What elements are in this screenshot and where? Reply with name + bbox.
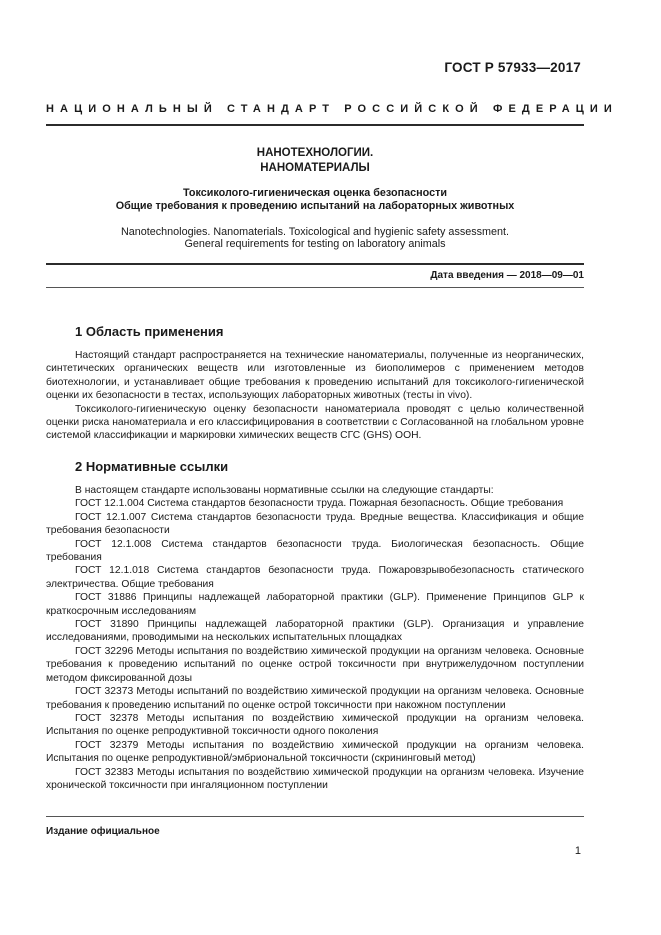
section-1-heading: 1 Область применения [75,324,224,339]
section-1-body [46,349,584,443]
section-1-paragraph-1: Настоящий стандарт распространяется на технические наноматериалы, полученные из неорганических, синтетических органических веществ или изготовленные из биополимеров с применением методов биотехнологии, и устанавливает общие требования к проведению испытаний для токсиколого-гигиенической оценки их безопасности в тестах, использующих лабораторных животных (тесты in vivo). [46,350,584,402]
section-2-heading: 2 Нормативные ссылки [75,459,229,474]
footer-rule [46,816,584,817]
subtitle-line-2: Общие требования к проведению испытаний на лабораторных животных [115,200,515,212]
official-edition-label: Издание официальное [46,826,160,837]
reference-item: ГОСТ 31886 Принципы надлежащей лабораторной практики (GLP). Применение Принципов GLP к краткосрочным исследованиям [46,592,584,617]
section-1-paragraph-2: Токсиколого-гигиеническую оценку безопасности наноматериала проводят с целью количественной оценки риска наноматериала и его классифицирования в соответствии с Согласованной на глобальном уровне системой классификации и маркировки химических веществ СГС (GHS) ООН. [46,403,584,442]
section-2-body [46,484,584,792]
reference-item: ГОСТ 32379 Методы испытания по воздействию химической продукции на организм человека. Испытания по оценке репродуктивной/эмбриональной токсичности (скрининговый метод) [46,739,584,765]
reference-item: ГОСТ 12.1.007 Система стандартов безопасности труда. Вредные вещества. Классификация и общие требования безопасности [46,511,584,537]
national-standard-banner: НАЦИОНАЛЬНЫЙ СТАНДАРТ РОССИЙСКОЙ ФЕДЕРАЦИИ [46,103,618,115]
reference-item: ГОСТ 32378 Методы испытания по воздействию химической продукции на организм человека. Испытания по оценке репродуктивной токсичности одного поколения [46,712,584,738]
header-rule [46,124,584,126]
reference-item: ГОСТ 31890 Принципы надлежащей лабораторной практики (GLP). Организация и управление исследованиями, проводимыми на нескольких испытательных площадках [46,619,584,644]
reference-item: ГОСТ 32296 Методы испытания по воздействию химической продукции на организм человека. Основные требования к проведению испытаний по оценке острой токсичности при внутрижелудочном поступлении методом фиксированной дозы [46,645,584,684]
document-code: ГОСТ Р 57933—2017 [444,60,581,75]
effective-date: Дата введения — 2018—09—01 [430,270,584,281]
title-line-2: НАНОМАТЕРИАЛЫ [260,162,370,174]
english-title [46,226,584,250]
reference-item: ГОСТ 12.1.018 Система стандартов безопасности труда. Пожаровзрывобезопасность статического электричества. Общие требования [46,565,584,590]
reference-item: ГОСТ 12.1.004 Система стандартов безопасности труда. Пожарная безопасность. Общие требования [75,498,564,510]
english-line-2: General requirements for testing on laboratory animals [184,238,446,250]
subtitle-line-1: Токсиколого-гигиеническая оценка безопасности [182,187,448,199]
page-number: 1 [574,845,581,857]
title-line-1: НАНОТЕХНОЛОГИИ. [256,147,374,159]
title-rule [46,263,584,265]
reference-item: ГОСТ 12.1.008 Система стандартов безопасности труда. Биологическая безопасность. Общие требования [46,538,584,564]
reference-item: ГОСТ 32383 Методы испытания по воздействию химической продукции на организм человека. Изучение хронической токсичности при ингаляционном поступлении [46,766,584,791]
section-2-intro: В настоящем стандарте использованы нормативные ссылки на следующие стандарты: [75,485,494,496]
english-line-1: Nanotechnologies. Nanomaterials. Toxicological and hygienic safety assessment. [120,226,510,238]
date-rule [46,287,584,288]
document-subtitle [46,187,584,213]
document-title [46,146,584,176]
reference-item: ГОСТ 32373 Методы испытаний по воздействию химической продукции на организм человека. Основные требования к проведению испытаний по оценке острой токсичности при накожном поступлении [46,686,584,711]
